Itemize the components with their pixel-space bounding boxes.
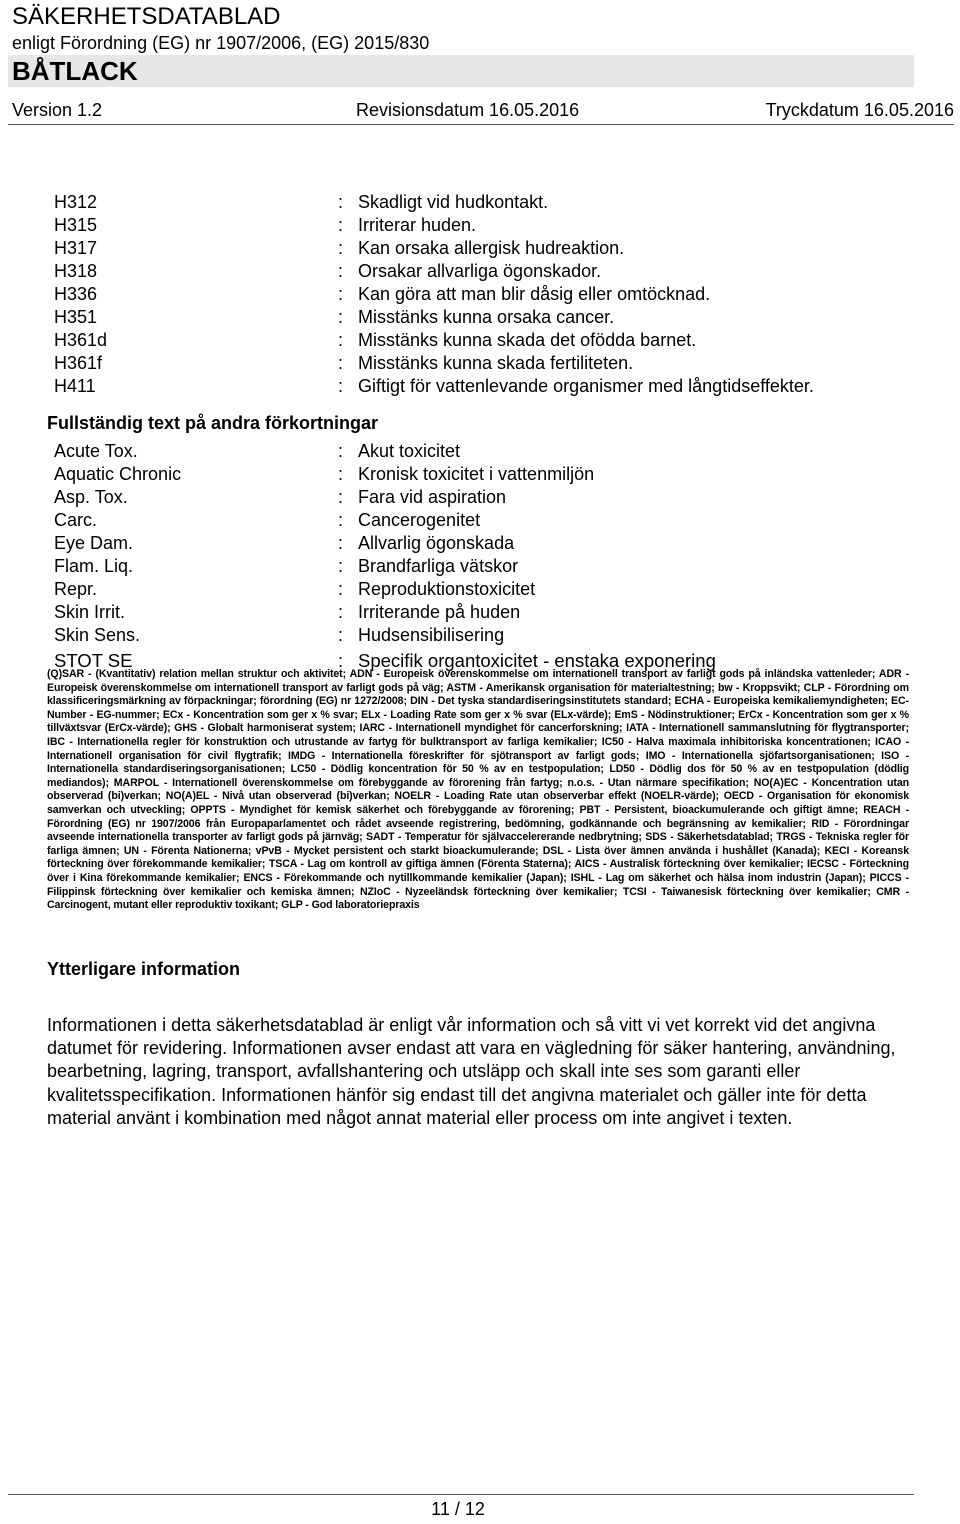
product-name-bar <box>8 55 914 87</box>
hazard-text: Misstänks kunna skada fertiliteten. <box>358 353 634 373</box>
hazard-class-code: Acute Tox. <box>54 441 138 461</box>
hazard-class-code: Skin Sens. <box>54 625 141 645</box>
abbreviation-glossary: (Q)SAR - (Kvantitativ) relation mellan struktur och aktivitet; ADN - Europeisk överenskommelse om internationell transport av farligt gods på inländska vattenleder; ADR - Europeisk överenskommelse om internationell transport av farligt gods på väg; ASTM - Amerikansk organisation för materialtestning; bw - Kroppsvikt; CLP - Förordning om klassificeringsmärkning av förpackningar; förordning (EG) nr 1272/2008; DIN - Det tyska standardiseringsinstitutets standard; ECHA - Europeiska kemikaliemyndigheten; EC-Number - EG-nummer; ECx - Koncentration som ger x % svar; ELx - Loading Rate som ger x % svar (ELx-värde); EmS - Nödinstruktioner; ErCx - Koncentration som ger x % tillväxtsvar (ErCx-värde); GHS - Globalt harmoniserat system; IARC - Internationell myndighet för cancerforskning; IATA - Internationell sammanslutning för flygtransporter; IBC - Internationella regler för konstruktion och utrustande av fartyg för bulktransport av farliga kemikalier; IC50 - Halva maximala inhibitoriska koncentrationen; ICAO - Internationell organisation för civil flygtrafik; IMDG - Internationella föreskrifter för sjötransport av farligt gods; IMO - Internationella sjöfartsorganisationen; ISO - Internationella standardiseringsorganisationen; LC50 - Dödlig koncentration för 50 % av en testpopulation; LD50 - Dödlig dos för 50 % av en testpopulation (dödlig mediandos); MARPOL - Internationell överenskommelse om förebyggande av förorening från fartyg; n.o.s. - Utan närmare specifikation; NO(A)EC - Koncentration utan observerad (bi)verkan; NO(A)EL - Nivå utan observerad (bi)verkan; NOELR - Loading Rate utan observerbar effekt (NOELR-värde); OECD - Organisation för ekonomisk samverkan och utveckling; OPPTS - Myndighet för kemisk säkerhet och förebyggande av förorening; PBT - Persistent, bioackumulerande och giftigt ämne; REACH - Förordning (EG) nr 1907/2006 från Europaparlamentet och rådet avseende registrering, bedömning, godkännande och begränsning av kemikalier; RID - Förordningar avseende internationella transporter av farligt gods på järnväg; SADT - Temperatur för självaccelererande nedbrytning; SDS - Säkerhetsdatablad; TRGS - Tekniska regler för farliga ämnen; UN - Förenta Nationerna; vPvB - Mycket persistent och starkt bioackumulerande; DSL - Lista över ämnen använda i hushållet (Kanada); KECI - Koreansk förteckning över förekommande kemikalier; TSCA - Lag om kontroll av giftiga ämnen (Förenta Staterna); AICS - Australisk förteckning över kemikalier; IECSC - Förteckning över i Kina förekommande kemikalier; ENCS - Förekommande och nytillkommande kemikalier (Japan); ISHL - Lag om säkerhet och hälsa inom industrin (Japan); PICCS - Filippinsk förteckning över kemikalier och kemiska ämnen; NZIoC - Nyzeeländsk förteckning över kemikalier; TCSI - Taiwanesisk förteckning över kemikalier; CMR - Carcinogent, mutant eller reproduktiv toxikant; GLP - God laboratoriepraxis <box>47 668 909 912</box>
hazard-class-row <box>54 440 934 463</box>
hazard-class-row <box>54 601 934 624</box>
revision-date: Revisionsdatum 16.05.2016 <box>356 100 580 120</box>
hazard-class-text: Kronisk toxicitet i vattenmiljön <box>358 464 595 484</box>
version-line <box>12 98 954 122</box>
hazard-code: H351 <box>54 307 98 327</box>
hazard-class-text: Cancerogenitet <box>358 510 481 530</box>
separator: : <box>338 579 344 599</box>
separator: : <box>338 376 344 396</box>
hazard-class-text: Reproduktionstoxicitet <box>358 579 536 599</box>
separator: : <box>338 261 344 281</box>
hazard-class-text: Irriterande på huden <box>358 602 521 622</box>
separator: : <box>338 238 344 258</box>
hazard-code: H361f <box>54 353 103 373</box>
separator: : <box>338 215 344 235</box>
hazard-class-row <box>54 624 934 647</box>
hazard-class-text: Fara vid aspiration <box>358 487 507 507</box>
separator: : <box>338 510 344 530</box>
hazard-class-code: Eye Dam. <box>54 533 134 553</box>
hazard-statement-row <box>54 237 934 260</box>
footer-divider <box>8 1494 914 1495</box>
hazard-code: H361d <box>54 330 108 350</box>
hazard-code: H411 <box>54 376 96 396</box>
hazard-class-code: Aquatic Chronic <box>54 464 182 484</box>
separator: : <box>338 602 344 622</box>
hazard-class-row <box>54 555 934 578</box>
hazard-text: Misstänks kunna skada det ofödda barnet. <box>358 330 697 350</box>
abbreviations-heading: Fullständig text på andra förkortningar <box>47 413 379 433</box>
separator: : <box>338 192 344 212</box>
hazard-statement-row <box>54 375 934 398</box>
hazard-text: Misstänks kunna orsaka cancer. <box>358 307 615 327</box>
header-divider <box>8 124 954 125</box>
hazard-class-text: Brandfarliga vätskor <box>358 556 519 576</box>
hazard-statement-row <box>54 191 934 214</box>
print-date: Tryckdatum 16.05.2016 <box>765 100 954 120</box>
hazard-code: H336 <box>54 284 98 304</box>
hazard-text: Irriterar huden. <box>358 215 477 235</box>
hazard-class-text: Akut toxicitet <box>358 441 461 461</box>
hazard-statement-row <box>54 214 934 237</box>
hazard-class-code: Carc. <box>54 510 98 530</box>
hazard-code: H318 <box>54 261 98 281</box>
separator: : <box>338 487 344 507</box>
hazard-code: H315 <box>54 215 98 235</box>
page-number: 11 / 12 <box>431 1499 485 1519</box>
separator: : <box>338 330 344 350</box>
hazard-class-code: Repr. <box>54 579 98 599</box>
hazard-class-row <box>54 578 934 601</box>
hazard-statement-row <box>54 352 934 375</box>
hazard-class-code: Asp. Tox. <box>54 487 128 507</box>
hazard-class-row <box>54 486 934 509</box>
further-info-heading: Ytterligare information <box>47 959 241 979</box>
hazard-text: Orsakar allvarliga ögonskador. <box>358 261 602 281</box>
separator: : <box>338 625 344 645</box>
hazard-code: H317 <box>54 238 98 258</box>
version-number: Version 1.2 <box>12 100 103 120</box>
hazard-statement-row <box>54 306 934 329</box>
separator: : <box>338 353 344 373</box>
hazard-text: Kan orsaka allergisk hudreaktion. <box>358 238 625 258</box>
hazard-class-text: Specifik organtoxicitet - enstaka exponering <box>358 650 716 671</box>
separator: : <box>338 533 344 553</box>
separator: : <box>338 650 344 671</box>
hazard-class-code: STOT SE <box>54 650 133 671</box>
hazard-class-row <box>54 463 934 486</box>
hazard-code: H312 <box>54 192 98 212</box>
hazard-class-code: Flam. Liq. <box>54 556 134 576</box>
hazard-text: Kan göra att man blir dåsig eller omtöcknad. <box>358 284 711 304</box>
document-title: SÄKERHETSDATABLAD <box>12 3 281 30</box>
hazard-statement-row <box>54 329 934 352</box>
hazard-statement-list <box>54 191 934 398</box>
product-name: BÅTLACK <box>12 56 138 86</box>
separator: : <box>338 556 344 576</box>
further-info-text: Informationen i detta säkerhetsdatablad är enligt vår information och så vitt vi vet korrekt vid det angivna datumet för revidering. Informationen avser endast att vara en vägledning för säker hantering, användning, bearbetning, lagring, transport, avfallshantering och utsläpp och skall inte ses som garanti eller kvalitetsspecifikation. Informationen hänför sig endast till det angivna materialet och gäller inte för detta material använt i kombination med något annat material eller process om inte angivet i texten. <box>47 1015 896 1128</box>
hazard-class-row <box>54 509 934 532</box>
regulation-subtitle: enligt Förordning (EG) nr 1907/2006, (EG) 2015/830 <box>12 33 430 53</box>
separator: : <box>338 464 344 484</box>
hazard-text: Skadligt vid hudkontakt. <box>358 192 549 212</box>
hazard-class-list <box>54 440 934 674</box>
hazard-statement-row <box>54 260 934 283</box>
separator: : <box>338 307 344 327</box>
separator: : <box>338 441 344 461</box>
hazard-class-text: Hudsensibilisering <box>358 625 505 645</box>
separator: : <box>338 284 344 304</box>
hazard-statement-row <box>54 283 934 306</box>
hazard-text: Giftigt för vattenlevande organismer med långtidseffekter. <box>358 376 814 396</box>
hazard-class-text: Allvarlig ögonskada <box>358 533 515 553</box>
hazard-class-code: Skin Irrit. <box>54 602 126 622</box>
hazard-class-row <box>54 532 934 555</box>
